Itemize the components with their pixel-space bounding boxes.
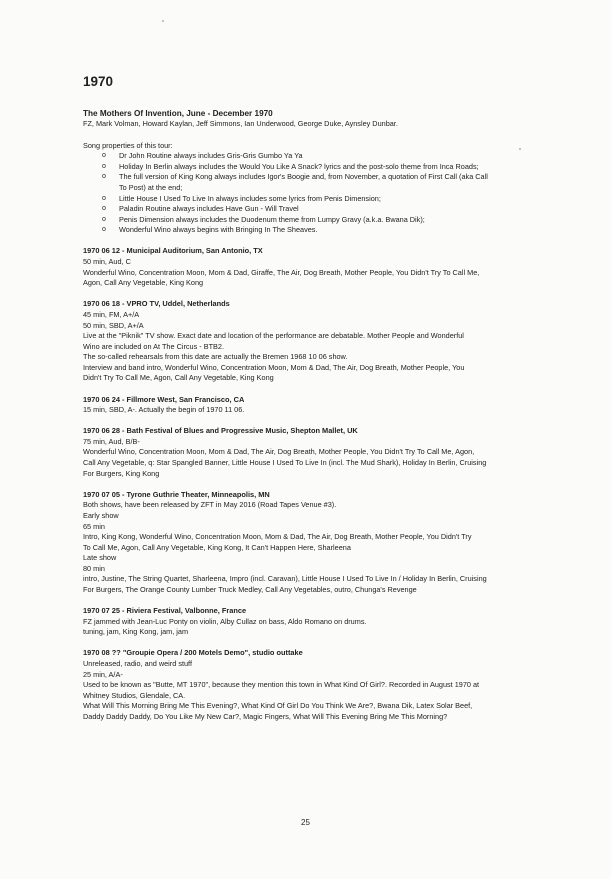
concert-title: 1970 06 28 - Bath Festival of Blues and Progressive Music, Shepton Mallet, UK: [83, 426, 358, 436]
concert-title: 1970 07 05 - Tyrone Guthrie Theater, Minneapolis, MN: [83, 489, 270, 499]
concert-detail-line: 50 min, Aud, C: [83, 257, 131, 267]
song-property-text: Wonderful Wino always begins with Bringing In The Sheaves.: [119, 225, 318, 235]
concert-entry: [83, 299, 529, 384]
concert-detail-line: 25 min, A/A-: [83, 669, 123, 679]
concert-detail-line: Didn't Try To Call Me, Agon, Call Any Vegetable, King Kong: [83, 373, 274, 383]
concert-detail-line: To Call Me, Agon, Call Any Vegetable, King Kong, It Can't Happen Here, Sharleena: [83, 542, 351, 552]
song-property-text: Penis Dimension always includes the Duodenum theme from Lumpy Gravy (a.k.a. Bwana Dik);: [119, 214, 425, 224]
song-property-text: To Post) at the end;: [119, 182, 183, 192]
year-heading: 1970: [83, 74, 114, 89]
bullet-icon: o: [102, 215, 106, 223]
song-property-item: [102, 151, 529, 162]
tour-members: FZ, Mark Volman, Howard Kaylan, Jeff Simmons, Ian Underwood, George Duke, Aynsley Dunbar.: [83, 119, 398, 128]
concert-detail-line: Late show: [83, 553, 117, 563]
concert-detail-line: Wonderful Wino, Concentration Moon, Mom & Dad, The Air, Dog Breath, Mother People, You Didn't Try To Call Me, Agon,: [83, 447, 475, 457]
concert-detail-line: The so-called rehearsals from this date are actually the Bremen 1968 10 06 show.: [83, 352, 348, 362]
concert-entry: [83, 606, 529, 638]
song-property-item: [102, 162, 529, 173]
concert-detail-line: Early show: [83, 510, 119, 520]
concert-entry: [83, 490, 529, 596]
concert-title: 1970 06 18 - VPRO TV, Uddel, Netherlands: [83, 299, 230, 309]
song-property-item: [102, 172, 529, 183]
concert-title: 1970 07 25 - Riviera Festival, Valbonne, France: [83, 606, 247, 616]
concert-detail-line: Wino are included on At The Circus - BTB2.: [83, 341, 225, 351]
concert-detail-line: Used to be known as "Butte, MT 1970", because they mention this town in What Kind Of Girl?. Recorded in August 1970 at: [83, 680, 480, 690]
song-property-item: [102, 225, 529, 236]
concert-entry: [83, 648, 529, 722]
concert-detail-line: 15 min, SBD, A-. Actually the begin of 1970 11 06.: [83, 405, 245, 415]
concert-title: 1970 08 ?? "Groupie Opera / 200 Motels Demo", studio outtake: [83, 648, 303, 658]
concert-detail-line: Daddy Daddy Daddy, Do You Like My New Car?, Magic Fingers, What Will This Evening Bring Me This Morning?: [83, 712, 448, 721]
concert-detail-line: What Will This Morning Bring Me This Evening?, What Kind Of Girl Do You Think We Are?, Bwana Dik, Latex Solar Beef,: [83, 701, 473, 711]
song-property-text: Dr John Routine always includes Gris-Gris Gumbo Ya Ya: [119, 151, 303, 161]
concert-detail-line: 50 min, SBD, A+/A: [83, 320, 144, 330]
concert-detail-line: intro, Justine, The String Quartet, Sharleena, Impro (incl. Caravan), Little House I Used To Live In / Holiday In Berlin, Cruising: [83, 574, 487, 584]
scan-speck: [162, 20, 164, 22]
bullet-icon: o: [102, 205, 106, 213]
page-content: [83, 74, 529, 723]
tour-title: The Mothers Of Invention, June - December 1970: [83, 109, 273, 118]
song-property-text: Holiday In Berlin always includes the Would You Like A Snack? lyrics and the post-solo theme from Inca Roads;: [119, 161, 479, 171]
concert-entry: [83, 246, 529, 288]
concert-detail-line: 75 min, Aud, B/B-: [83, 436, 140, 446]
concert-list: [83, 246, 529, 722]
bullet-icon: o: [102, 194, 106, 202]
bullet-icon: o: [102, 152, 106, 160]
concert-entry: [83, 395, 529, 416]
tour-section: [83, 108, 529, 236]
concert-detail-line: Wonderful Wino, Concentration Moon, Mom & Dad, Giraffe, The Air, Dog Breath, Mother People, You Didn't Try To Call Me,: [83, 267, 480, 277]
concert-detail-line: 65 min: [83, 521, 105, 531]
concert-detail-line: FZ jammed with Jean-Luc Ponty on violin, Alby Cullaz on bass, Aldo Romano on drums.: [83, 616, 367, 626]
song-property-text: Little House I Used To Live In always includes some lyrics from Penis Dimension;: [119, 193, 381, 203]
concert-detail-line: Unreleased, radio, and weird stuff: [83, 659, 192, 669]
song-property-text: Paladin Routine always includes Have Gun - Will Travel: [119, 204, 299, 214]
concert-entry: [83, 426, 529, 479]
song-property-item: [102, 204, 529, 215]
concert-detail-line: tuning, jam, King Kong, jam, jam: [83, 627, 189, 637]
song-properties-list: [83, 151, 529, 236]
concert-detail-line: Intro, King Kong, Wonderful Wino, Concentration Moon, Mom & Dad, The Air, Dog Breath, Mother People, You Didn't Try: [83, 532, 472, 542]
concert-detail-line: Call Any Vegetable, q: Star Spangled Banner, Little House I Used To Live In (incl. The Mud Shark), Holiday In Berlin, Cruising: [83, 458, 487, 468]
bullet-icon: o: [102, 173, 106, 181]
concert-detail-line: 45 min, FM, A+/A: [83, 309, 140, 319]
concert-detail-line: Live at the "Piknik" TV show. Exact date and location of the performance are debatable. Mother People and Wonderful: [83, 331, 464, 341]
concert-detail-line: Agon, Call Any Vegetable, King Kong: [83, 278, 204, 288]
concert-detail-line: Whitney Studios, Glendale, CA.: [83, 690, 186, 700]
concert-detail-line: For Burgers, King Kong: [83, 468, 160, 478]
song-property-text: The full version of King Kong always includes Igor's Boogie and, from November, a quotation of First Call (aka Call: [119, 172, 488, 182]
concert-detail-line: For Burgers, The Orange County Lumber Truck Medley, Call Any Vegetables, outro, Chunga's Revenge: [83, 585, 417, 595]
concert-detail-line: Both shows, have been released by ZFT in May 2016 (Road Tapes Venue #3).: [83, 500, 337, 510]
song-property-item: [102, 215, 529, 226]
bullet-icon: o: [102, 226, 106, 234]
bullet-icon: o: [102, 162, 106, 170]
concert-title: 1970 06 24 - Fillmore West, San Francisco, CA: [83, 394, 245, 404]
song-property-item: [102, 183, 529, 194]
song-properties-heading: Song properties of this tour:: [83, 140, 173, 150]
song-property-item: [102, 194, 529, 205]
page-number: 25: [301, 818, 310, 827]
concert-detail-line: Interview and band intro, Wonderful Wino, Concentration Moon, Mom & Dad, The Air, Dog Breath, Mother People, You: [83, 362, 465, 372]
concert-detail-line: 80 min: [83, 563, 105, 573]
concert-title: 1970 06 12 - Municipal Auditorium, San Antonio, TX: [83, 246, 263, 256]
